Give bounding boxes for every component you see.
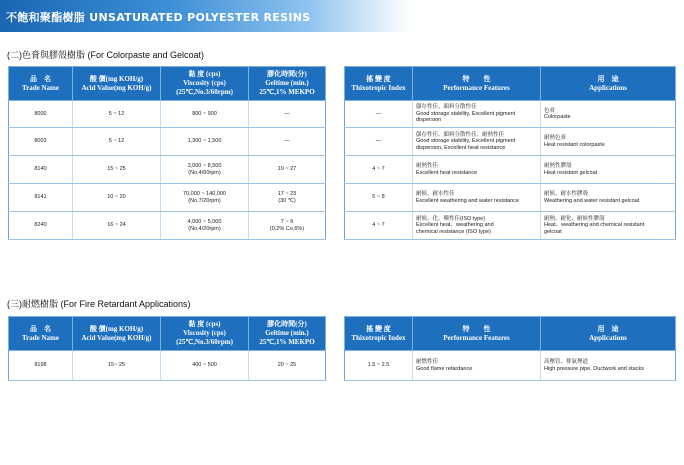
table-row bbox=[345, 128, 676, 156]
table-row bbox=[9, 128, 326, 156]
trade-name: 8240 bbox=[9, 212, 73, 240]
geltime: — bbox=[249, 128, 326, 156]
header-applications: 用 途 Applications bbox=[541, 317, 676, 351]
acid-value: 16 ~ 24 bbox=[73, 212, 161, 240]
thixotropic-index: — bbox=[345, 128, 413, 156]
applications: 耐候、耐水性膠殼 Weathering and water resistant gelcoat bbox=[541, 184, 676, 212]
thixotropic-index: 4 ~ 7 bbox=[345, 212, 413, 240]
performance-features: 耐候、耐水性佳 Excellent weathering and water resistance bbox=[413, 184, 541, 212]
table-row bbox=[9, 212, 326, 240]
thixotropic-index: 1.5 ~ 2.5 bbox=[345, 351, 413, 381]
table-row bbox=[9, 351, 326, 381]
spec-table-colorpaste-left bbox=[8, 66, 326, 240]
header-trade-name: 品 名 Trade Name bbox=[9, 317, 73, 351]
viscosity: 3,000 ~ 8,500 (No.4/60rpm) bbox=[161, 156, 249, 184]
table-row bbox=[345, 184, 676, 212]
table-row bbox=[345, 156, 676, 184]
viscosity: 400 ~ 500 bbox=[161, 351, 249, 381]
performance-features: 儲存性佳、顏料分散性佳 Good storage stability, Excellent pigment dispersion bbox=[413, 101, 541, 128]
header-viscosity: 黏 度 (cps) Viscosity (cps) (25℃,No.3/60rpm) bbox=[161, 67, 249, 101]
trade-name: 8141 bbox=[9, 184, 73, 212]
table-row bbox=[345, 212, 676, 240]
section-title-fire-retardant: (三)耐燃樹脂 (For Fire Retardant Applications) bbox=[7, 299, 191, 309]
spec-table-fire-retardant-left bbox=[8, 316, 326, 381]
thixotropic-index: — bbox=[345, 101, 413, 128]
thixotropic-index: 5 ~ 8 bbox=[345, 184, 413, 212]
header-banner bbox=[0, 0, 684, 32]
acid-value: 15 ~ 25 bbox=[73, 156, 161, 184]
geltime: 7 ~ 9 (0.2% Co,6%) bbox=[249, 212, 326, 240]
applications: 耐熱性膠殼 Heat resistant gelcoat bbox=[541, 156, 676, 184]
table-row bbox=[9, 101, 326, 128]
header-thixotropic-index: 搖 變 度 Thixotropic Index bbox=[345, 317, 413, 351]
trade-name: 8140 bbox=[9, 156, 73, 184]
header-performance-features: 特 性 Performance Features bbox=[413, 317, 541, 351]
header-performance-features: 特 性 Performance Features bbox=[413, 67, 541, 101]
viscosity: 1,300 ~ 1,500 bbox=[161, 128, 249, 156]
applications: 色膏 Colorpaste bbox=[541, 101, 676, 128]
applications: 耐熱、耐化、耐候性膠殼 Heat、weathering and chemical resistant gelcoat bbox=[541, 212, 676, 240]
performance-features: 耐熱性佳 Excellent heat resistance bbox=[413, 156, 541, 184]
spec-table-fire-retardant-right bbox=[344, 316, 676, 381]
table-row bbox=[9, 156, 326, 184]
geltime: 10 ~ 27 bbox=[249, 156, 326, 184]
header-thixotropic-index: 搖 變 度 Thixotropic Index bbox=[345, 67, 413, 101]
header-trade-name: 品 名 Trade Name bbox=[9, 67, 73, 101]
applications: 耐熱色膏 Heat resistant colorpaste bbox=[541, 128, 676, 156]
geltime: 17 ~ 23 (30 ℃) bbox=[249, 184, 326, 212]
trade-name: 8003 bbox=[9, 128, 73, 156]
viscosity: 70,000 ~ 140,000 (No.7/20rpm) bbox=[161, 184, 249, 212]
thixotropic-index: 4 ~ 7 bbox=[345, 156, 413, 184]
viscosity: 800 ~ 900 bbox=[161, 101, 249, 128]
acid-value: 10 ~ 20 bbox=[73, 184, 161, 212]
geltime: — bbox=[249, 101, 326, 128]
spec-table-colorpaste-right bbox=[344, 66, 676, 240]
header-applications: 用 途 Applications bbox=[541, 67, 676, 101]
applications: 高壓管、排氣煙道 High pressure pipe, Ductwork and stacks bbox=[541, 351, 676, 381]
trade-name: 8198 bbox=[9, 351, 73, 381]
trade-name: 8000 bbox=[9, 101, 73, 128]
acid-value: 5 ~ 12 bbox=[73, 128, 161, 156]
performance-features: 耐候、化、藥性佳(ISO type) Excellent heat、weathering and chemical resistance (ISO type) bbox=[413, 212, 541, 240]
viscosity: 4,000 ~ 5,000 (No.4/20rpm) bbox=[161, 212, 249, 240]
acid-value: 5 ~ 12 bbox=[73, 101, 161, 128]
table-row bbox=[345, 351, 676, 381]
header-geltime: 膠化時間(分) Geltime (min.) 25℃,1% MEKPO bbox=[249, 317, 326, 351]
section-title-colorpaste: (二)色膏與膠殼樹脂 (For Colorpaste and Gelcoat) bbox=[7, 50, 205, 60]
performance-features: 儲存性佳、顏料分散性佳、耐熱性佳 Good storage stability, Excellent pigment dispersion, Excellent heat resistance bbox=[413, 128, 541, 156]
header-viscosity: 黏 度 (cps) Viscosity (cps) (25℃,No.3/60rpm) bbox=[161, 317, 249, 351]
page-title: 不飽和聚酯樹脂 UNSATURATED POLYESTER RESINS bbox=[6, 11, 311, 24]
performance-features: 耐燃性佳 Good flame retardance bbox=[413, 351, 541, 381]
header-geltime: 膠化時間(分) Geltime (min.) 25℃,1% MEKPO bbox=[249, 67, 326, 101]
table-row bbox=[345, 101, 676, 128]
header-acid-value: 酸 價(mg KOH/g) Acid Value(mg KOH/g) bbox=[73, 317, 161, 351]
acid-value: 15~ 25 bbox=[73, 351, 161, 381]
table-row bbox=[9, 184, 326, 212]
geltime: 20 ~ 25 bbox=[249, 351, 326, 381]
header-acid-value: 酸 價(mg KOH/g) Acid Value(mg KOH/g) bbox=[73, 67, 161, 101]
